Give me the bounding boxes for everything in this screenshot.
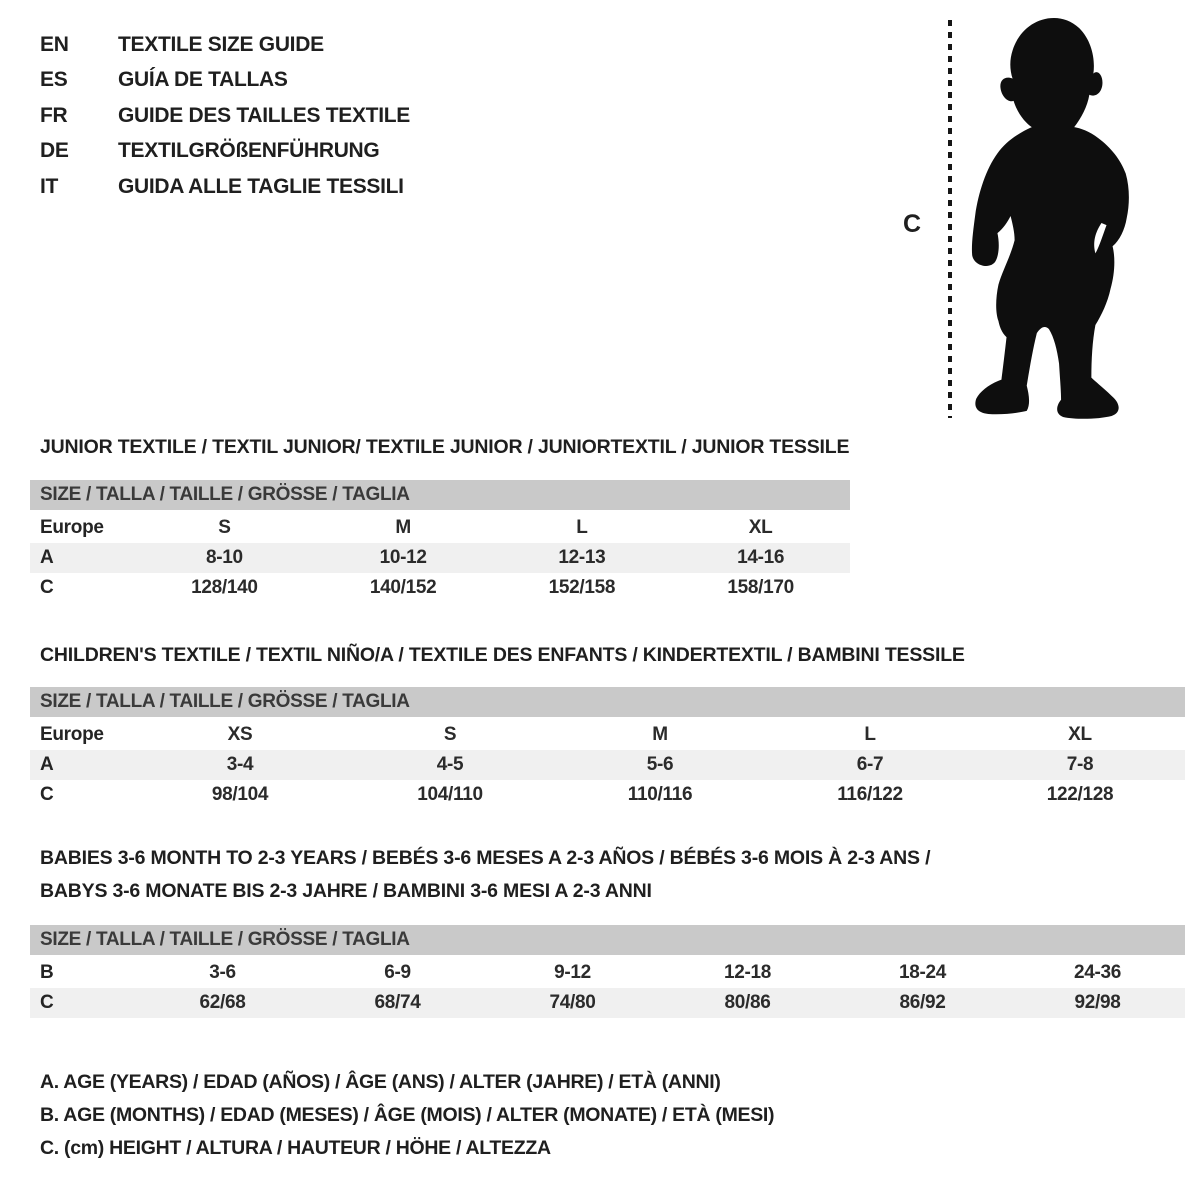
language-row <box>40 27 410 63</box>
size-cell: XS <box>227 724 253 745</box>
size-cell: 5-6 <box>555 750 765 780</box>
legend-line-b: B. AGE (MONTHS) / EDAD (MESES) / ÂGE (MOIS) / ALTER (MONATE) / ETÀ (MESI) <box>40 1104 775 1126</box>
size-cell: 7-8 <box>975 750 1185 780</box>
size-cell: 86/92 <box>835 988 1010 1018</box>
size-cell: XL <box>1068 724 1092 745</box>
row-label: Europe <box>40 517 104 538</box>
babies-size-table <box>30 925 1185 1018</box>
table-row <box>30 750 1185 780</box>
row-label: C <box>30 988 135 1018</box>
size-cell: 68/74 <box>310 988 485 1018</box>
size-cell: M <box>652 724 668 745</box>
size-cell: 12-18 <box>723 962 772 983</box>
size-cell: 3-6 <box>209 962 236 983</box>
language-code: ES <box>40 68 68 92</box>
language-code: IT <box>40 174 59 198</box>
table-header: SIZE / TALLA / TAILLE / GRÖSSE / TAGLIA <box>30 687 1185 719</box>
size-cell: 6-7 <box>765 750 975 780</box>
measurement-legend <box>40 1066 774 1165</box>
babies-section-title <box>40 842 930 908</box>
size-cell: M <box>395 517 411 538</box>
size-cell: 10-12 <box>314 543 493 573</box>
legend-line-a: A. AGE (YEARS) / EDAD (AÑOS) / ÂGE (ANS) / ALTER (JAHRE) / ETÀ (ANNI) <box>40 1071 721 1093</box>
size-cell: S <box>443 724 457 745</box>
size-cell: XL <box>748 517 773 538</box>
size-cell: 92/98 <box>1010 988 1185 1018</box>
size-cell: 12-13 <box>493 543 672 573</box>
language-title: GUÍA DE TALLAS <box>118 68 288 92</box>
size-cell: 8-10 <box>135 543 314 573</box>
size-cell: 80/86 <box>660 988 835 1018</box>
size-cell: 74/80 <box>485 988 660 1018</box>
language-code: DE <box>40 139 69 163</box>
row-label: Europe <box>40 724 104 745</box>
size-cell: 116/122 <box>837 784 903 805</box>
table-header: SIZE / TALLA / TAILLE / GRÖSSE / TAGLIA <box>30 480 850 512</box>
language-guide <box>40 27 410 205</box>
toddler-silhouette-image <box>968 16 1140 420</box>
table-row <box>30 573 850 603</box>
language-title: GUIDA ALLE TAGLIE TESSILI <box>118 174 404 198</box>
children-size-table <box>30 687 1185 810</box>
size-cell: 18-24 <box>898 962 947 983</box>
size-cell: 140/152 <box>369 577 437 598</box>
language-row <box>40 169 410 205</box>
size-cell: 122/128 <box>1046 784 1114 805</box>
row-label: A <box>30 750 135 780</box>
size-cell: 24-36 <box>1073 962 1122 983</box>
table-row <box>30 512 850 544</box>
size-cell: 9-12 <box>554 962 591 983</box>
table-row <box>30 957 1185 989</box>
size-cell: 3-4 <box>135 750 345 780</box>
language-row <box>40 63 410 99</box>
row-label: C <box>40 577 54 598</box>
language-code: FR <box>40 103 68 127</box>
size-cell: 128/140 <box>191 577 258 598</box>
size-cell: S <box>218 517 231 538</box>
children-section-title: CHILDREN'S TEXTILE / TEXTIL NIÑO/A / TEXTILE DES ENFANTS / KINDERTEXTIL / BAMBINI TESSILE <box>40 644 965 666</box>
table-header: SIZE / TALLA / TAILLE / GRÖSSE / TAGLIA <box>30 925 1185 957</box>
junior-size-table <box>30 480 850 603</box>
row-label: C <box>40 784 54 805</box>
size-cell: 62/68 <box>135 988 310 1018</box>
size-cell: 6-9 <box>384 962 411 983</box>
height-measure-dashed-line <box>948 20 952 418</box>
size-cell: L <box>864 724 876 745</box>
height-measure-label: C <box>903 210 921 238</box>
row-label: A <box>30 543 135 573</box>
size-cell: 98/104 <box>211 784 269 805</box>
size-cell: L <box>576 517 588 538</box>
language-row <box>40 98 410 134</box>
language-title: TEXTILE SIZE GUIDE <box>118 32 324 56</box>
language-title: TEXTILGRÖßENFÜHRUNG <box>118 139 380 163</box>
language-code: EN <box>40 32 69 56</box>
table-row <box>30 543 850 573</box>
junior-section-title: JUNIOR TEXTILE / TEXTIL JUNIOR/ TEXTILE JUNIOR / JUNIORTEXTIL / JUNIOR TESSILE <box>40 436 850 458</box>
babies-title-line2: BABYS 3-6 MONATE BIS 2-3 JAHRE / BAMBINI 3-6 MESI A 2-3 ANNI <box>40 880 652 902</box>
size-cell: 4-5 <box>345 750 555 780</box>
row-label: B <box>40 962 54 983</box>
table-row <box>30 988 1185 1018</box>
size-cell: 158/170 <box>727 577 794 598</box>
size-cell: 110/116 <box>627 784 693 805</box>
babies-title-line1: BABIES 3-6 MONTH TO 2-3 YEARS / BEBÉS 3-6 MESES A 2-3 AÑOS / BÉBÉS 3-6 MOIS À 2-3 ANS / <box>40 847 931 869</box>
language-title: GUIDE DES TAILLES TEXTILE <box>118 103 410 127</box>
legend-line-c: C. (cm) HEIGHT / ALTURA / HAUTEUR / HÖHE / ALTEZZA <box>40 1137 551 1159</box>
table-row <box>30 719 1185 751</box>
size-cell: 104/110 <box>417 784 483 805</box>
size-cell: 14-16 <box>671 543 850 573</box>
size-cell: 152/158 <box>548 577 616 598</box>
table-row <box>30 780 1185 810</box>
language-row <box>40 134 410 170</box>
